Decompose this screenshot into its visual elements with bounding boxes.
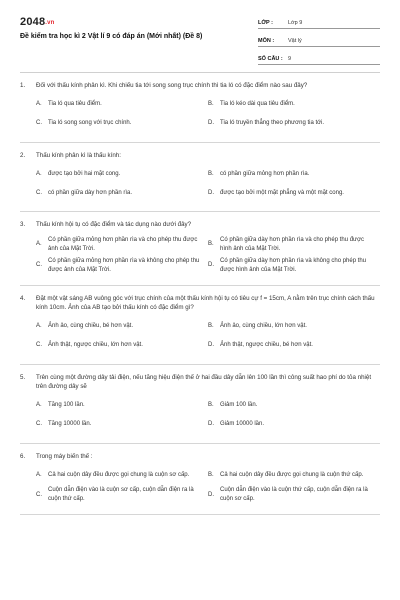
meta-value: Vật lý: [288, 38, 302, 44]
question-number: 6.: [20, 452, 26, 460]
answer-option-c[interactable]: [36, 257, 208, 275]
question-text: Thấu kính hội tụ có đặc điểm và tác dụng nào dưới đây?: [36, 221, 192, 228]
answer-option-a[interactable]: [36, 166, 208, 182]
option-letter: B.: [208, 323, 214, 329]
option-text: có phần giữa dày hơn phần rìa.: [48, 189, 133, 196]
question: [20, 444, 380, 516]
question: [20, 212, 380, 286]
option-text: Có phần giữa dày hơn phần rìa và cho phép thu được hình ảnh của Mặt Trời.: [220, 236, 364, 252]
answer-option-a[interactable]: [36, 319, 208, 335]
option-letter: C.: [36, 342, 42, 348]
option-letter: D.: [208, 262, 214, 268]
option-letter: A.: [36, 323, 42, 329]
question-text: Trong máy biến thế :: [36, 452, 93, 460]
answer-option-c[interactable]: [36, 338, 208, 354]
option-letter: B.: [208, 241, 214, 247]
question-stem: [20, 373, 380, 392]
answer-options: [20, 236, 380, 278]
meta-row-subject: [258, 32, 380, 47]
option-letter: D.: [208, 421, 214, 427]
option-text: Cuộn dẫn điện vào là cuộn thứ cấp, cuộn dẫn điện ra là cuộn sơ cấp.: [220, 487, 368, 502]
answer-option-c[interactable]: [36, 116, 208, 132]
logo-suffix: .vn: [45, 20, 55, 26]
exam-meta: [258, 14, 380, 68]
answer-option-b[interactable]: [208, 398, 380, 414]
option-text: Cả hai cuộn dây đều được gọi chung là cuộn sơ cấp.: [48, 471, 190, 478]
option-letter: D.: [208, 189, 214, 196]
option-text: Có phần giữa mỏng hơn phần rìa và không cho phép thu được ảnh của Mặt Trời.: [48, 257, 200, 273]
option-letter: D.: [208, 491, 214, 498]
meta-label: LỚP :: [258, 20, 273, 26]
option-text: Tia ló qua tiêu điểm.: [48, 101, 102, 107]
answer-options: [20, 97, 380, 135]
answer-option-b[interactable]: [208, 236, 380, 254]
question-stem: [20, 220, 380, 230]
question: [20, 143, 380, 213]
page-header: [20, 0, 380, 64]
option-text: Ảnh thật, ngược chiều, lớn hơn vật.: [48, 342, 143, 348]
answer-option-a[interactable]: [36, 467, 208, 483]
option-letter: C.: [36, 421, 42, 427]
option-text: Giảm 100 lần.: [220, 402, 258, 408]
option-letter: A.: [36, 471, 42, 478]
answer-options: [20, 398, 380, 436]
option-letter: C.: [36, 120, 42, 126]
answer-option-c[interactable]: [36, 486, 208, 504]
question-number: 3.: [20, 221, 26, 228]
option-text: Tia ló kéo dài qua tiêu điểm.: [220, 101, 295, 107]
option-letter: A.: [36, 241, 42, 247]
option-letter: C.: [36, 189, 42, 196]
question-stem: [20, 294, 380, 313]
answer-option-c[interactable]: [36, 185, 208, 201]
option-text: có phần giữa mỏng hơn phần rìa.: [220, 170, 310, 177]
question-stem: [20, 452, 380, 462]
answer-option-a[interactable]: [36, 236, 208, 254]
answer-option-d[interactable]: [208, 185, 380, 201]
option-text: được tạo bởi hai mặt cong.: [48, 170, 121, 177]
option-text: Cuộn dẫn điện vào là cuộn sơ cấp, cuộn dẫn điện ra là cuộn thứ cấp.: [48, 487, 194, 502]
question: [20, 365, 380, 444]
question-text: Đặt một vật sáng AB vuông góc với trục chính của một thấu kính hội tụ có tiêu cự f = 15cm, A nằm trên trục chính cách thấu kính 10cm. Ảnh của AB tạo bởi thấu kính có đặc điểm gì?: [36, 294, 375, 311]
meta-row-count: [258, 50, 380, 65]
option-text: Giảm 10000 lần.: [220, 421, 265, 427]
question-number: 2.: [20, 151, 26, 159]
option-letter: D.: [208, 342, 214, 348]
question-list: [20, 73, 380, 515]
answer-option-a[interactable]: [36, 398, 208, 414]
option-letter: B.: [208, 170, 214, 177]
option-letter: A.: [36, 402, 42, 408]
option-text: Ảnh ảo, cùng chiều, bé hơn vật.: [48, 323, 133, 329]
meta-label: SỐ CÂU :: [258, 56, 283, 62]
answer-option-d[interactable]: [208, 338, 380, 354]
option-text: Ảnh thật, ngược chiều, bé hơn vật.: [220, 342, 313, 348]
question: [20, 286, 380, 365]
option-text: Tia ló truyền thẳng theo phương tia tới.: [220, 120, 325, 126]
question-text: Thấu kính phân kì là thấu kính:: [36, 151, 121, 159]
meta-row-class: [258, 14, 380, 29]
answer-option-b[interactable]: [208, 319, 380, 335]
option-text: Tăng 10000 lần.: [48, 421, 92, 427]
meta-label: MÔN :: [258, 38, 275, 44]
option-text: Có phần giữa dày hơn phần rìa và không cho phép thu được hình ảnh của Mặt Trời.: [220, 257, 367, 273]
option-text: Ảnh ảo, cùng chiều, lớn hơn vật.: [220, 323, 307, 329]
answer-option-d[interactable]: [208, 257, 380, 275]
option-text: Tia ló song song với trục chính.: [48, 120, 132, 126]
option-letter: D.: [208, 120, 214, 126]
answer-option-b[interactable]: [208, 97, 380, 113]
question-number: 5.: [20, 373, 26, 381]
answer-option-b[interactable]: [208, 467, 380, 483]
answer-option-a[interactable]: [36, 97, 208, 113]
option-letter: A.: [36, 101, 42, 107]
option-letter: B.: [208, 471, 214, 478]
answer-option-d[interactable]: [208, 116, 380, 132]
question-text: Trên cùng một đường dây tải điện, nếu tăng hiệu điện thế ở hai đầu dây dẫn lên 100 lần thì công suất hao phí do tỏa nhiệt trên đường dây sẽ: [36, 373, 372, 390]
question-number: 4.: [20, 294, 26, 302]
logo-number: 2048: [20, 16, 46, 28]
question-text: Đối với thấu kính phân kì. Khi chiếu tia tới song song trục chính thì tia ló có đặc điểm nào sau đây?: [36, 82, 308, 89]
option-letter: B.: [208, 402, 214, 408]
answer-option-d[interactable]: [208, 486, 380, 504]
option-text: Cả hai cuộn dây đều được gọi chung là cuộn thứ cấp.: [220, 471, 364, 478]
answer-option-c[interactable]: [36, 417, 208, 433]
answer-option-b[interactable]: [208, 166, 380, 182]
answer-options: [20, 166, 380, 204]
question: [20, 73, 380, 143]
option-letter: C.: [36, 491, 42, 498]
question-number: 1.: [20, 82, 26, 89]
question-stem: [20, 151, 380, 161]
meta-value: Lớp 9: [288, 20, 303, 26]
site-logo[interactable]: [20, 16, 55, 28]
option-text: Có phần giữa mỏng hơn phần rìa và cho phép thu được ảnh của Mặt Trời.: [48, 236, 198, 252]
option-letter: A.: [36, 170, 42, 177]
meta-value: 9: [288, 56, 292, 62]
answer-option-d[interactable]: [208, 417, 380, 433]
page-title: Đề kiểm tra học kì 2 Vật lí 9 có đáp án (Mới nhất) (Đề 8): [20, 33, 203, 40]
answer-options: [20, 467, 380, 507]
answer-options: [20, 319, 380, 357]
question-stem: [20, 81, 380, 91]
option-text: Tăng 100 lần.: [48, 402, 85, 408]
option-letter: B.: [208, 101, 214, 107]
option-letter: C.: [36, 262, 42, 268]
option-text: được tạo bởi một mặt phẳng và một mặt cong.: [220, 189, 344, 196]
